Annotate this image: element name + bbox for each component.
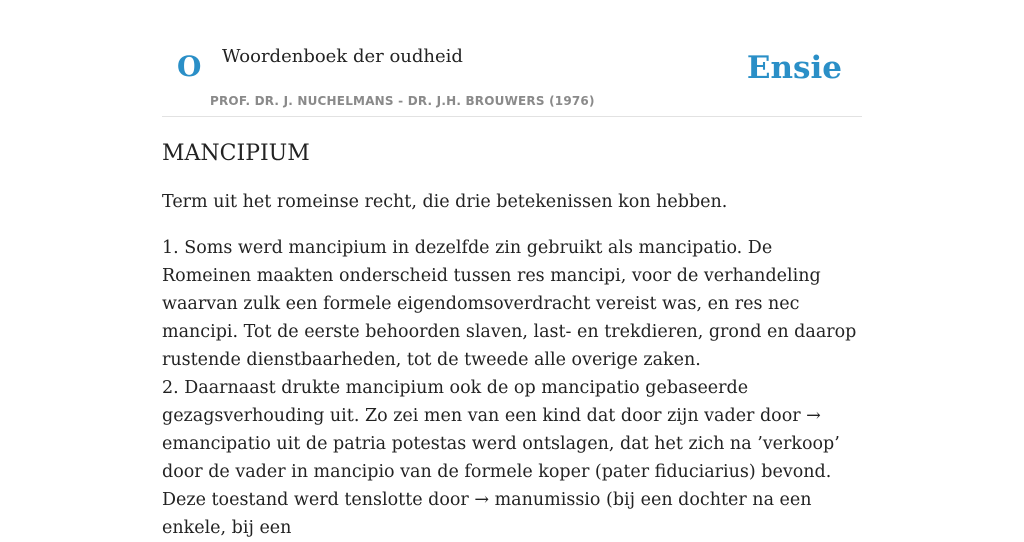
index-letter[interactable]: O [177,50,202,83]
ensie-logo[interactable]: Ensie [746,50,842,86]
entry-point-1 [162,234,862,542]
entry-content [162,138,862,542]
entry-point-2-text: 2. Daarnaast drukte mancipium ook de op mancipatio gebaseerde gezagsverhouding uit. Zo zei men van een kind dat door zijn vader door → emancipatio uit de patria potestas werd ontslagen, dat het zich na ’verkoop’ door de vader in mancipio van de formele koper (pater fiduciarius) bevond. Deze toestand werd tenslotte door → manumissio (bij een dochter na een enkele, bij een [162,378,840,538]
site-header [162,0,862,117]
entry-point-1-text: 1. Soms werd mancipium in dezelfde zin gebruikt als mancipatio. De Romeinen maakten onderscheid tussen res mancipi, voor de verhandeling waarvan zulk een formele eigendomsoverdracht vereist was, en res nec mancipi. Tot de eerste behoorden slaven, last- en trekdieren, grond en daarop rustende dienstbaarheden, tot de tweede alle overige zaken. [162,238,857,370]
entry-title: MANCIPIUM [162,141,310,166]
book-authors: PROF. DR. J. NUCHELMANS - DR. J.H. BROUWERS (1976) [210,94,595,108]
book-title-link[interactable]: Woordenboek der oudheid [222,46,463,67]
entry-intro: Term uit het romeinse recht, die drie betekenissen kon hebben. [162,192,728,212]
